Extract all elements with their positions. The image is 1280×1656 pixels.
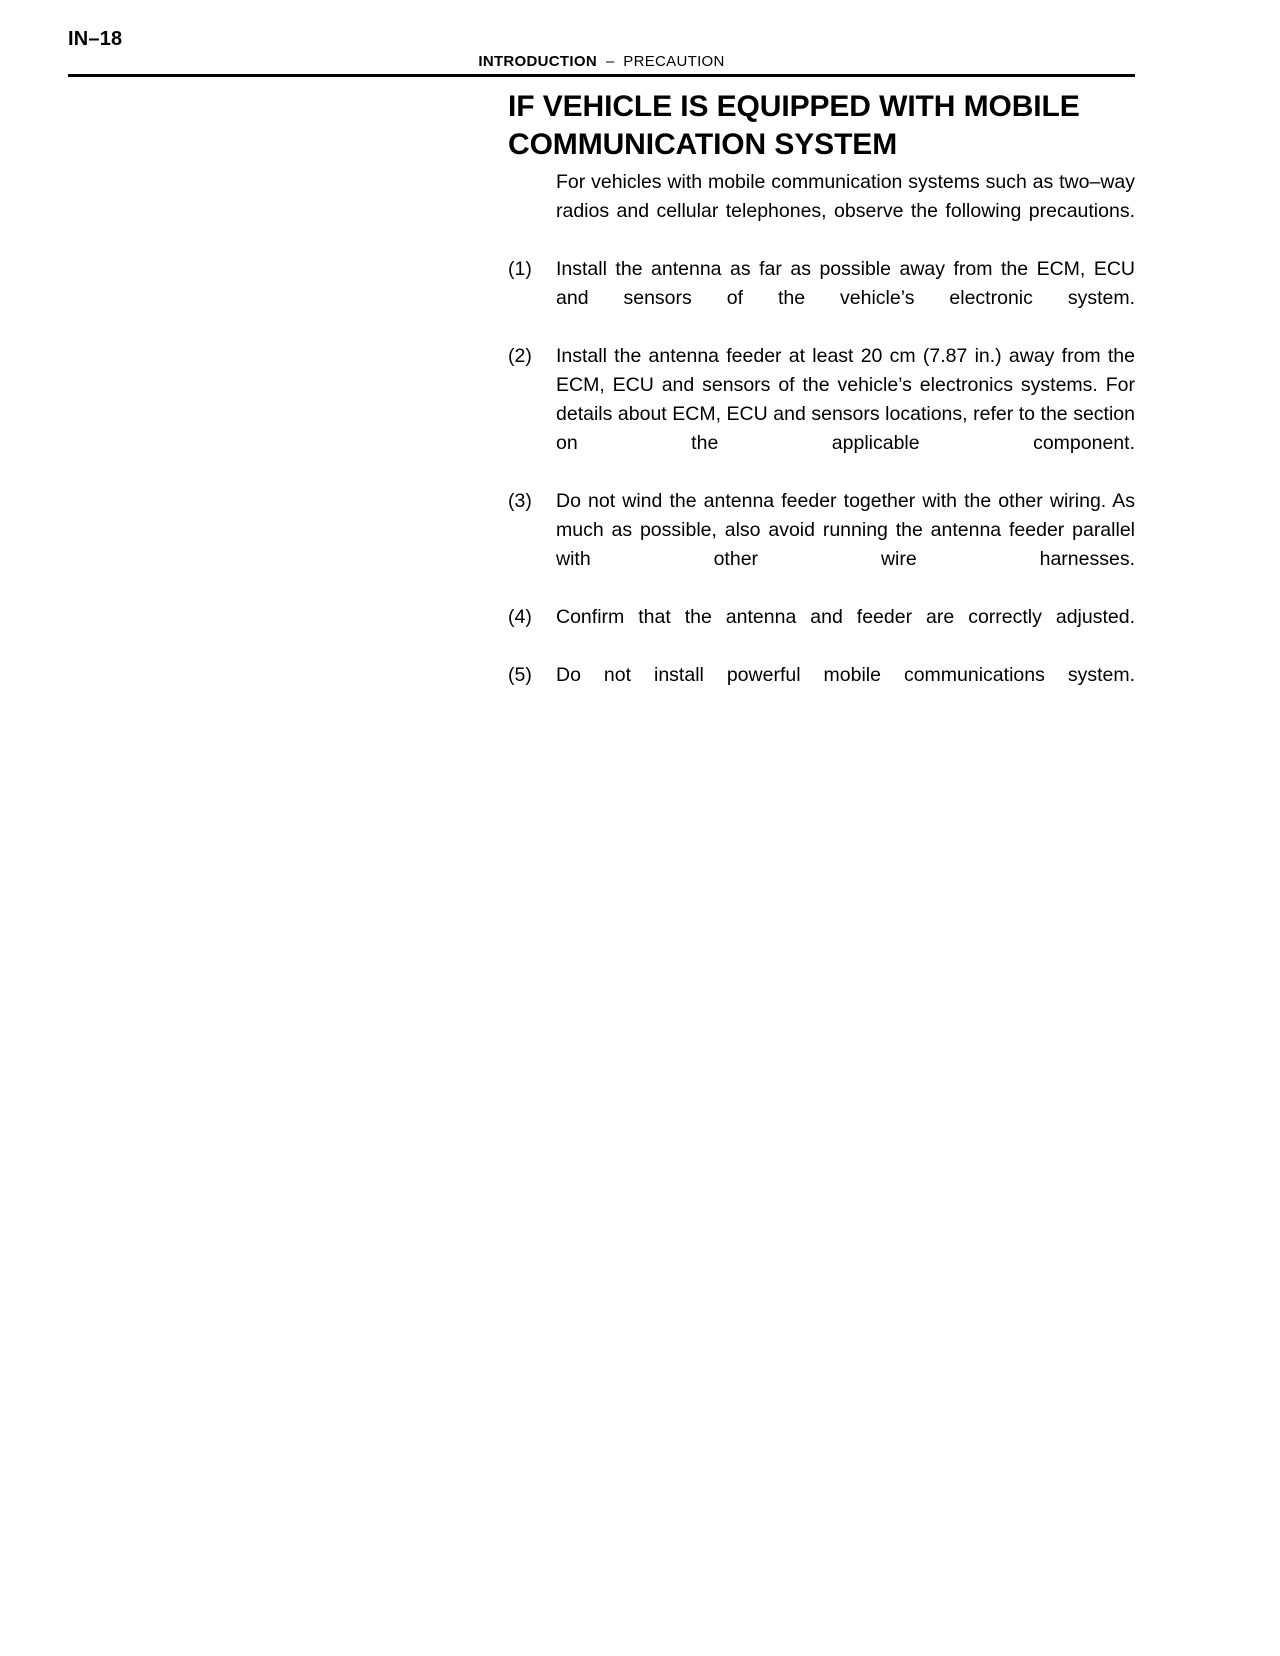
- list-item: [508, 661, 1135, 719]
- list-item-text: Install the antenna as far as possible away from the ECM, ECU and sensors of the vehicle’s electronic system.: [556, 258, 1135, 309]
- running-head-topic: PRECAUTION: [623, 53, 725, 70]
- lead-paragraph: For vehicles with mobile communication systems such as two–way radios and cellular telephones, observe the following precautions.: [556, 171, 1135, 222]
- list-item: [508, 342, 1135, 487]
- running-head-separator: –: [605, 53, 615, 70]
- running-head-section: INTRODUCTION: [478, 53, 597, 70]
- list-item-marker: (4): [508, 606, 532, 628]
- header-divider: [68, 74, 1135, 77]
- list-item-text: Install the antenna feeder at least 20 cm (7.87 in.) away from the ECM, ECU and sensors of the vehicle’s electronics systems. For details about ECM, ECU and sensors locations, refer to the section on the applicable component.: [556, 345, 1135, 454]
- list-item-marker: (2): [508, 345, 532, 367]
- page-number: IN–18: [68, 28, 123, 50]
- list-item-text: Do not wind the antenna feeder together with the other wiring. As much as possible, also avoid running the antenna feeder parallel with other wire harnesses.: [556, 490, 1135, 570]
- list-item-marker: (1): [508, 258, 532, 280]
- list-item: [508, 603, 1135, 661]
- list-item-text: Do not install powerful mobile communications system.: [556, 664, 1135, 686]
- list-item-text: Confirm that the antenna and feeder are correctly adjusted.: [556, 606, 1135, 628]
- precaution-list: [508, 255, 1135, 719]
- list-item: [508, 487, 1135, 603]
- section-title: IF VEHICLE IS EQUIPPED WITH MOBILE COMMUNICATION SYSTEM: [508, 90, 1080, 161]
- content-column: [508, 88, 1135, 719]
- running-head: [68, 54, 1135, 70]
- list-item-marker: (5): [508, 664, 532, 686]
- list-item-marker: (3): [508, 490, 532, 512]
- list-item: [508, 255, 1135, 342]
